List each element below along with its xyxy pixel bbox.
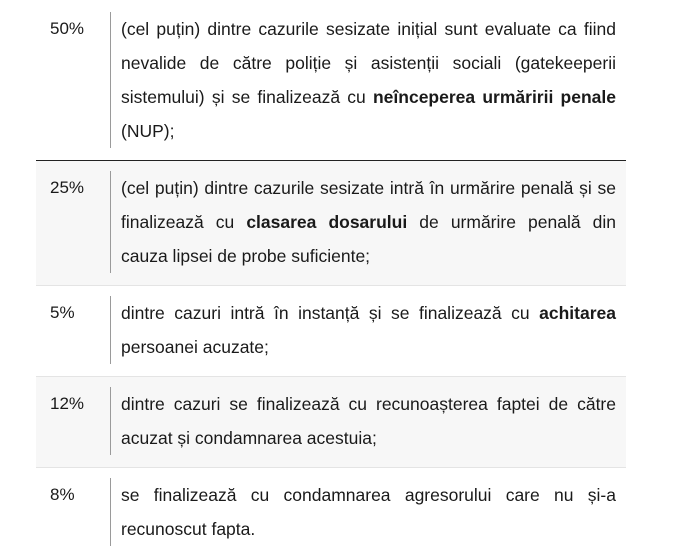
row-description [110, 387, 626, 455]
desc-text: (cel puțin) dintre cazurile sesizate intră în urmărire penală și se finalizează cu [121, 178, 616, 232]
table-row [36, 377, 626, 467]
row-percentage: 25% [50, 178, 85, 197]
percentage-table [36, 0, 626, 560]
desc-text: (NUP); [121, 121, 175, 141]
desc-text: dintre cazuri se finalizează cu recunoașterea faptei de către acuzat și condamnarea acestuia; [121, 394, 616, 448]
row-percentage: 5% [50, 303, 75, 322]
row-percentage: 12% [50, 394, 85, 413]
desc-text: (cel puțin) dintre cazurile sesizate inițial sunt evaluate ca fiind nevalide de către poliție și asistenții sociali (gatekeeperii sistemului) și se finalizează cu [121, 19, 616, 107]
table-row [36, 160, 626, 285]
row-description [110, 296, 626, 364]
desc-text: dintre cazuri intră în instanță și se finalizează cu [121, 303, 540, 323]
desc-text: se finalizează cu condamnarea agresorului care nu și-a recunoscut fapta. [121, 485, 616, 539]
table-row [36, 0, 626, 160]
desc-bold-text: achitarea [539, 303, 616, 323]
desc-bold-text: clasarea dosarului [246, 212, 408, 232]
row-percentage: 8% [50, 485, 75, 504]
table-row [36, 286, 626, 376]
table-row [36, 468, 626, 560]
row-description [110, 12, 626, 148]
desc-text: persoanei acuzate; [121, 337, 269, 357]
desc-bold-text: neînceperea urmăririi penale [372, 87, 616, 107]
row-percentage: 50% [50, 19, 85, 38]
row-description [110, 171, 626, 273]
desc-text: de urmărire penală din cauza lipsei de probe suficiente; [121, 212, 616, 266]
